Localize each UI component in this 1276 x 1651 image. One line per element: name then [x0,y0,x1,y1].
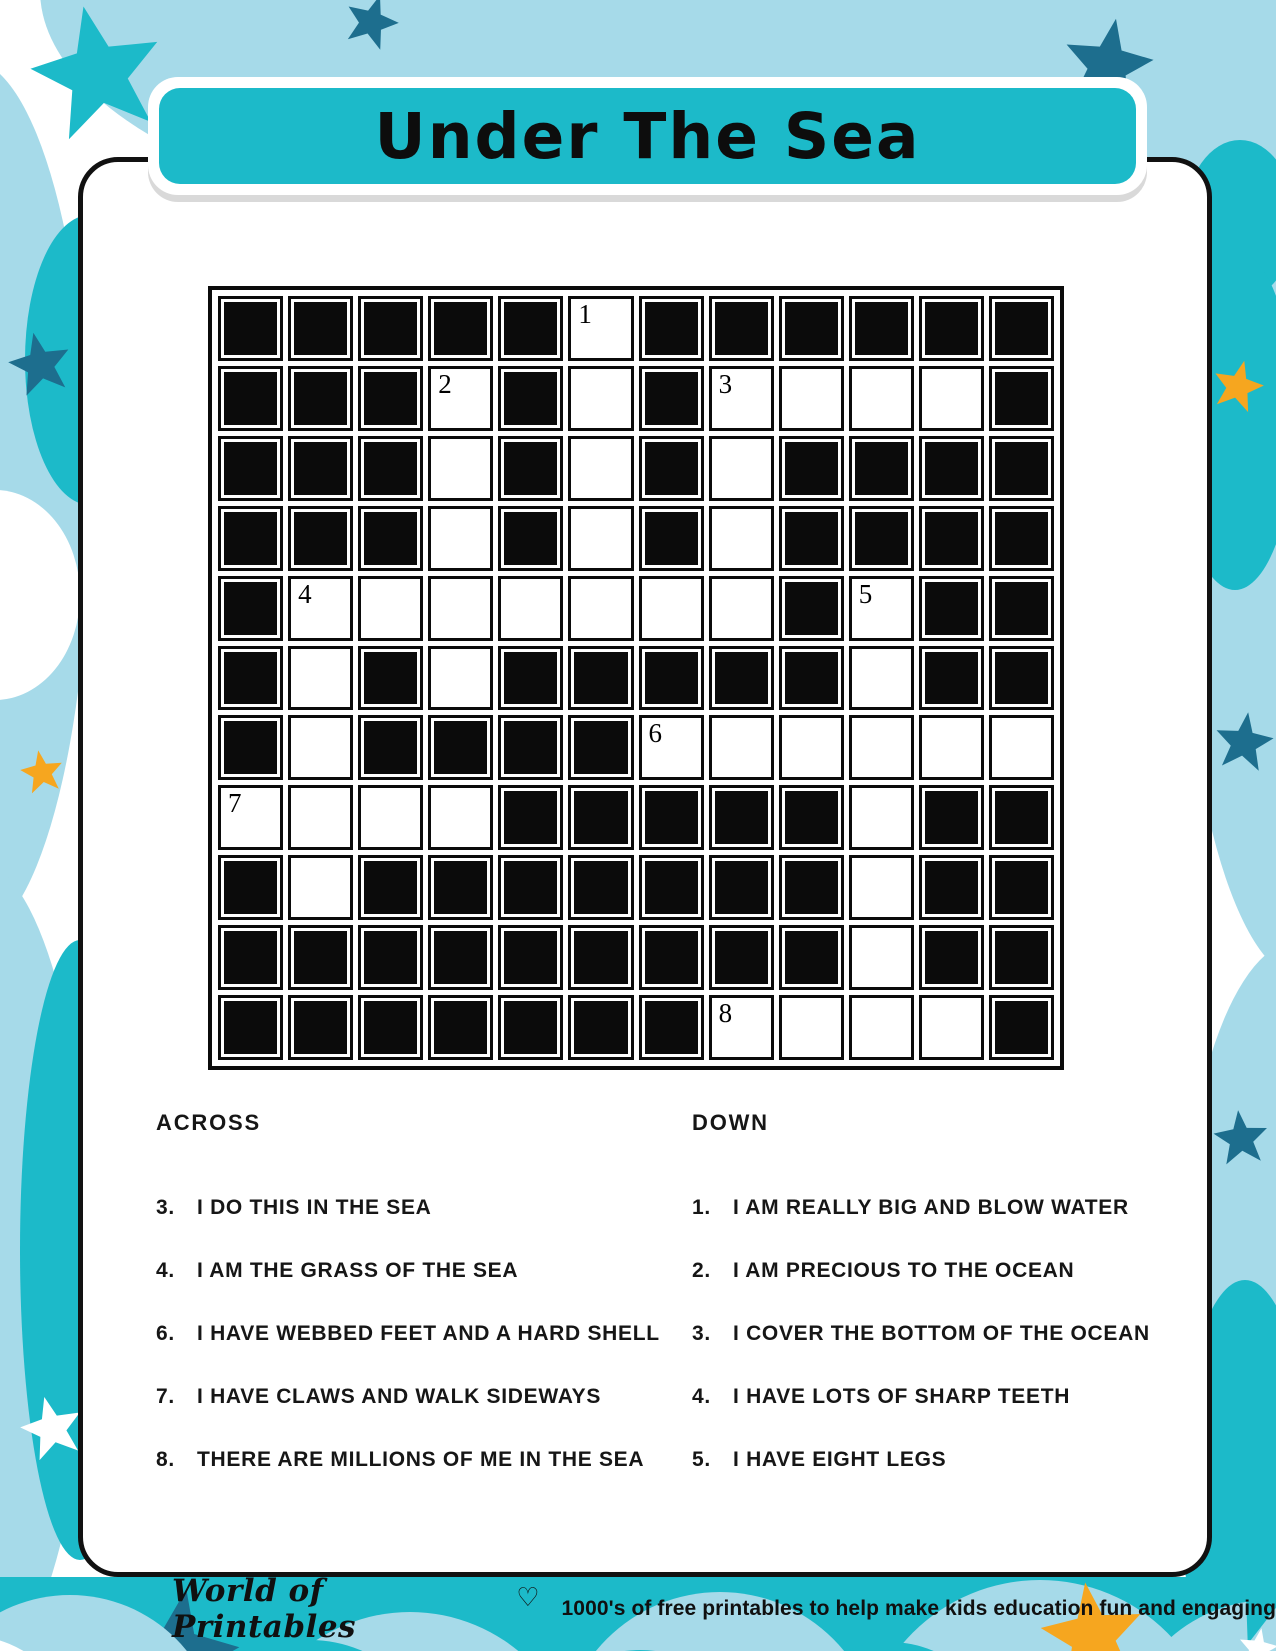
black-square [989,785,1054,850]
down-clue [692,1196,1192,1220]
black-square [989,296,1054,361]
answer-square[interactable] [989,715,1054,780]
black-square [358,436,423,501]
black-square [919,925,984,990]
down-clue [692,1385,1192,1409]
black-square [779,296,844,361]
black-square [709,925,774,990]
across-clue [156,1385,676,1409]
clue-number-label: 5. [692,1448,711,1471]
answer-square[interactable] [568,506,633,571]
black-square [428,296,493,361]
black-square [218,506,283,571]
across-clue-list [156,1196,676,1472]
clue-number-label: 1. [692,1196,711,1219]
black-square [498,855,563,920]
clue-text: I COVER THE BOTTOM OF THE OCEAN [733,1322,1150,1345]
black-square [919,646,984,711]
clue-number: 1 [578,299,592,329]
heart-icon: ♡ [516,1581,540,1612]
answer-square[interactable] [288,785,353,850]
black-square [639,296,704,361]
black-square [218,576,283,641]
title-banner [148,77,1147,195]
clue-number-label: 6. [156,1322,175,1345]
across-clue [156,1259,676,1283]
clue-text: I HAVE LOTS OF SHARP TEETH [733,1385,1071,1408]
black-square [989,436,1054,501]
clue-number-label: 4. [692,1385,711,1408]
black-square [568,925,633,990]
answer-square[interactable] [428,506,493,571]
answer-square[interactable] [919,366,984,431]
black-square [989,925,1054,990]
black-square [639,366,704,431]
black-square [849,296,914,361]
black-square [498,436,563,501]
answer-square[interactable] [709,436,774,501]
answer-square[interactable] [639,715,704,780]
answer-square[interactable] [428,576,493,641]
down-clue [692,1322,1192,1346]
answer-square[interactable] [568,576,633,641]
black-square [568,995,633,1060]
black-square [288,995,353,1060]
black-square [428,995,493,1060]
answer-square[interactable] [288,715,353,780]
answer-square[interactable] [568,366,633,431]
black-square [428,715,493,780]
down-clues-section [692,1111,1192,1511]
black-square [358,366,423,431]
black-square [919,506,984,571]
clue-number: 7 [228,788,242,819]
down-clue [692,1259,1192,1283]
black-square [639,785,704,850]
answer-square[interactable] [218,785,283,850]
footer-tagline: 1000's of free printables to help make kids education fun and engaging [561,1597,1276,1620]
answer-square[interactable] [709,995,774,1060]
black-square [288,925,353,990]
black-square [709,785,774,850]
answer-square[interactable] [709,576,774,641]
across-clue [156,1322,676,1346]
clue-text: THERE ARE MILLIONS OF ME IN THE SEA [197,1448,645,1471]
clue-text: I DO THIS IN THE SEA [197,1196,432,1219]
answer-square[interactable] [849,366,914,431]
clue-number-label: 3. [692,1322,711,1345]
clue-number-label: 2. [692,1259,711,1282]
across-clue [156,1196,676,1220]
black-square [989,855,1054,920]
clue-number-label: 8. [156,1448,175,1471]
black-square [709,646,774,711]
black-square [919,436,984,501]
answer-square[interactable] [779,995,844,1060]
black-square [358,506,423,571]
answer-square[interactable] [849,925,914,990]
answer-square[interactable] [709,506,774,571]
black-square [288,366,353,431]
black-square [639,855,704,920]
answer-square[interactable] [428,436,493,501]
black-square [218,715,283,780]
black-square [919,855,984,920]
answer-square[interactable] [288,576,353,641]
answer-square[interactable] [709,715,774,780]
black-square [358,646,423,711]
black-square [428,925,493,990]
black-square [779,925,844,990]
answer-square[interactable] [849,785,914,850]
title-banner-inner [159,88,1136,184]
clue-text: I AM PRECIOUS TO THE OCEAN [733,1259,1075,1282]
black-square [498,646,563,711]
down-clue [692,1448,1192,1472]
black-square [639,436,704,501]
black-square [989,506,1054,571]
black-square [218,296,283,361]
answer-square[interactable] [709,366,774,431]
black-square [498,366,563,431]
black-square [568,855,633,920]
black-square [498,296,563,361]
black-square [568,785,633,850]
clue-number: 5 [858,578,873,609]
black-square [498,995,563,1060]
black-square [218,646,283,711]
clue-number: 4 [298,578,312,609]
brand-logo: World of Printables [172,1573,356,1645]
black-square [288,296,353,361]
footer [172,1573,1276,1645]
answer-square[interactable] [849,855,914,920]
across-heading: ACROSS [156,1110,261,1135]
answer-square[interactable] [849,715,914,780]
answer-square[interactable] [428,646,493,711]
black-square [779,646,844,711]
black-square [919,576,984,641]
answer-square[interactable] [919,715,984,780]
answer-square[interactable] [849,576,914,641]
black-square [849,506,914,571]
black-square [849,436,914,501]
clue-text: I HAVE WEBBED FEET AND A HARD SHELL [197,1322,660,1345]
black-square [779,436,844,501]
answer-square[interactable] [639,576,704,641]
black-square [358,995,423,1060]
black-square [568,715,633,780]
answer-square[interactable] [428,366,493,431]
black-square [498,506,563,571]
black-square [779,855,844,920]
clue-number-label: 3. [156,1196,175,1219]
black-square [639,506,704,571]
answer-square[interactable] [288,646,353,711]
clue-number-label: 7. [156,1385,175,1408]
clue-number: 3 [718,368,733,399]
clue-text: I AM REALLY BIG AND BLOW WATER [733,1196,1129,1219]
answer-square[interactable] [288,855,353,920]
black-square [919,785,984,850]
clue-text: I HAVE EIGHT LEGS [733,1448,947,1471]
clue-text: I HAVE CLAWS AND WALK SIDEWAYS [197,1385,602,1408]
black-square [218,995,283,1060]
across-clues-section [156,1111,676,1511]
clue-number: 8 [718,998,733,1029]
answer-square[interactable] [779,715,844,780]
black-square [428,855,493,920]
black-square [218,436,283,501]
black-square [989,646,1054,711]
clue-number-label: 4. [156,1259,175,1282]
black-square [639,995,704,1060]
answer-square[interactable] [568,436,633,501]
black-square [218,855,283,920]
clue-number: 6 [648,718,662,749]
crossword-grid [208,286,1064,1070]
black-square [498,715,563,780]
answer-square[interactable] [498,576,563,641]
black-square [919,296,984,361]
black-square [358,925,423,990]
answer-square[interactable] [358,785,423,850]
down-clue-list [692,1196,1192,1472]
black-square [639,925,704,990]
clue-number: 2 [438,368,452,399]
black-square [709,855,774,920]
black-square [358,855,423,920]
answer-square[interactable] [919,995,984,1060]
black-square [568,646,633,711]
black-square [989,576,1054,641]
answer-square[interactable] [428,785,493,850]
down-heading: DOWN [692,1110,769,1135]
answer-square[interactable] [568,296,633,361]
black-square [989,366,1054,431]
answer-square[interactable] [358,576,423,641]
answer-square[interactable] [849,646,914,711]
black-square [218,366,283,431]
black-square [358,296,423,361]
page-title: Under The Sea [374,99,921,173]
black-square [288,436,353,501]
across-clue [156,1448,676,1472]
black-square [358,715,423,780]
black-square [639,646,704,711]
black-square [498,785,563,850]
answer-square[interactable] [779,366,844,431]
black-square [709,296,774,361]
clue-text: I AM THE GRASS OF THE SEA [197,1259,519,1282]
black-square [779,785,844,850]
black-square [989,995,1054,1060]
answer-square[interactable] [849,995,914,1060]
black-square [288,506,353,571]
black-square [779,576,844,641]
black-square [779,506,844,571]
black-square [498,925,563,990]
black-square [218,925,283,990]
